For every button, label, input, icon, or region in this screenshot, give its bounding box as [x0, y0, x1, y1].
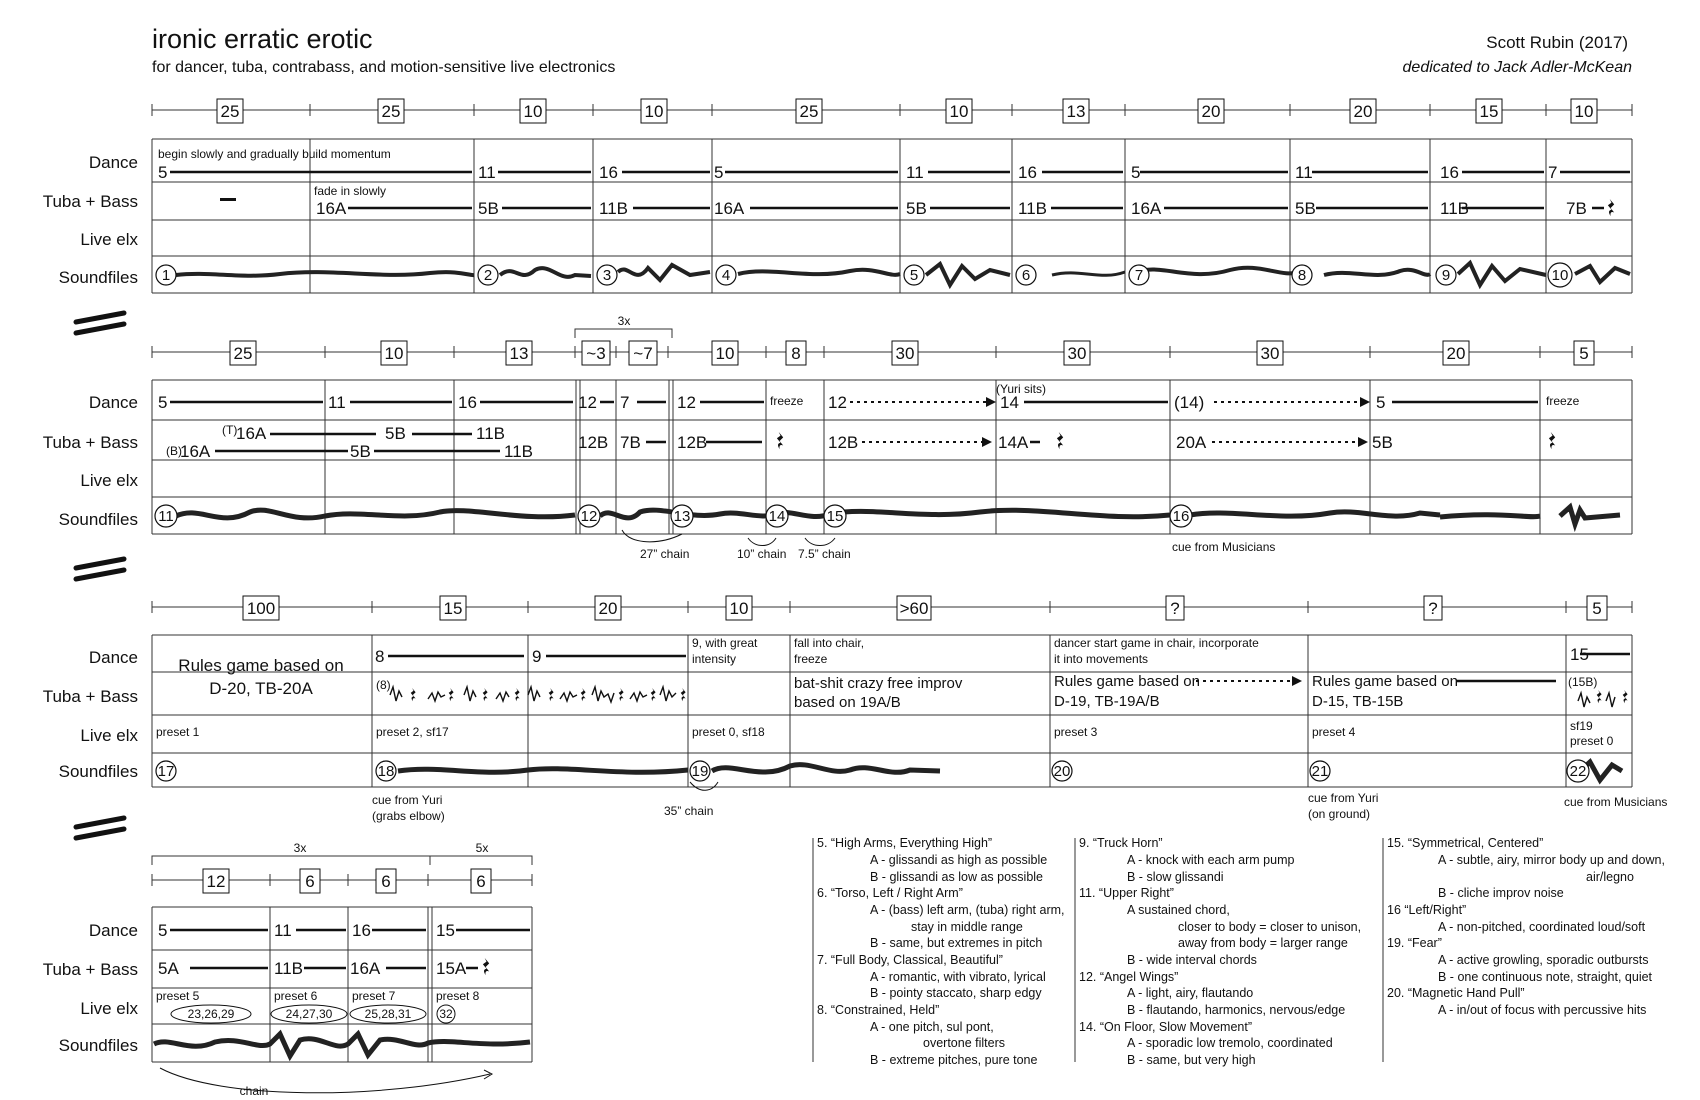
duration-box: 100: [246, 599, 276, 618]
rest-icon: [411, 688, 416, 701]
row-label-live-elx: Live elx: [80, 471, 138, 490]
legend-line: stay in middle range: [911, 920, 1023, 934]
duration-box: 25: [233, 344, 253, 363]
duration-box: 25: [381, 102, 401, 121]
preset-numbers: 25,28,31: [364, 1007, 412, 1021]
waveform: [154, 1034, 530, 1056]
system-4-live-elx: [156, 989, 480, 1023]
system-2-tuba-bass: [166, 423, 1555, 461]
rest-icon: [1597, 690, 1602, 703]
rest-icon: [449, 688, 454, 701]
tuba-bass-marker: (B): [166, 444, 182, 458]
system-1-soundfiles: [156, 263, 1630, 287]
legend-line: B - one continuous note, straight, quiet: [1438, 970, 1653, 984]
system-4-soundfiles: [154, 1034, 530, 1098]
rest-icon: [1549, 432, 1555, 449]
legend-line: B - same, but extremes in pitch: [870, 936, 1043, 950]
system-4-tuba-bass: [158, 958, 489, 978]
legend-heading: 5. “High Arms, Everything High”: [817, 836, 993, 850]
duration-box: ~3: [586, 344, 606, 363]
legend-heading: 8. “Constrained, Held”: [817, 1003, 940, 1017]
tuba-bass-cue: 5B: [350, 442, 371, 461]
duration-box: 20: [1446, 344, 1466, 363]
row-label-soundfiles: Soundfiles: [58, 510, 138, 529]
legend-line: B - glissandi as low as possible: [870, 870, 1043, 884]
system-4-dance: [158, 921, 530, 940]
row-label-soundfiles: Soundfiles: [58, 268, 138, 287]
legend-line: B - wide interval chords: [1127, 953, 1257, 967]
dance-cue: 5: [158, 163, 168, 182]
system-break-mark: [76, 559, 124, 579]
rest-icon: [1057, 432, 1063, 449]
system-2-labels: [43, 393, 139, 529]
chain-arrow: [805, 538, 835, 546]
dance-cue: 5: [1131, 163, 1141, 182]
row-label-tuba-bass: Tuba + Bass: [42, 687, 138, 706]
system-3-live-elx: [156, 719, 1614, 748]
system-1-tuba-bass: [220, 184, 1614, 218]
duration-box: 25: [220, 102, 240, 121]
soundfile-number: 13: [673, 508, 691, 525]
duration-box: 10: [644, 102, 664, 121]
rest-icon: [681, 688, 686, 701]
system-3-labels: [43, 648, 139, 781]
tuba-bass-cue: 15A: [436, 959, 467, 978]
dance-note: it into movements: [1054, 652, 1149, 666]
dance-cue: 15: [436, 921, 455, 940]
preset-label: preset 4: [1312, 725, 1356, 739]
soundfile-number: 8: [1297, 267, 1307, 284]
row-label-dance: Dance: [88, 393, 138, 412]
tuba-bass-cue: 5B: [385, 424, 406, 443]
tuba-bass-note: D-15, TB-15B: [1312, 693, 1404, 710]
duration-box: 30: [1260, 344, 1280, 363]
duration-box: 8: [791, 344, 801, 363]
system-3-tuba-bass: [376, 673, 1628, 711]
preset-label: preset 6: [274, 989, 318, 1003]
row-label-live-elx: Live elx: [80, 230, 138, 249]
dance-cue: 7: [620, 393, 630, 412]
tuba-bass-note: D-19, TB-19A/B: [1054, 693, 1160, 710]
dance-cue: 11: [1295, 163, 1313, 182]
row-label-live-elx: Live elx: [80, 726, 138, 745]
soundfile-number: 17: [157, 763, 175, 780]
system-2-durations: [230, 341, 1594, 365]
duration-box: 30: [1067, 344, 1087, 363]
chain-label: 35” chain: [664, 804, 714, 818]
tuba-bass-cue: 11B: [274, 959, 303, 978]
legend-column-1: [817, 836, 1065, 1067]
preset-numbers: 24,27,30: [285, 1007, 333, 1021]
rest-icon: [651, 688, 656, 701]
duration-box: ?: [1170, 599, 1180, 618]
tuba-bass-cue: 12B: [677, 433, 708, 452]
rest-bar: [220, 198, 236, 201]
soundfile-number: 21: [1311, 763, 1329, 780]
dance-note: intensity: [692, 652, 737, 666]
duration-box: 10: [949, 102, 969, 121]
legend-line: A - knock with each arm pump: [1127, 853, 1295, 867]
rules-game-text: Rules game based on: [178, 656, 344, 675]
duration-box: ?: [1428, 599, 1438, 618]
cue-label: cue from Musicians: [1564, 795, 1668, 809]
soundfile-number: 6: [1021, 267, 1031, 284]
preset-label: sf19: [1570, 719, 1593, 733]
legend-line: A - non-pitched, coordinated loud/soft: [1438, 920, 1646, 934]
legend-heading: 11. “Upper Right”: [1079, 886, 1174, 900]
system-break-mark: [76, 313, 124, 333]
duration-box: 20: [1201, 102, 1221, 121]
dance-cue: 11: [906, 163, 924, 182]
row-label-dance: Dance: [88, 153, 138, 172]
dance-cue: 11: [328, 393, 346, 412]
dance-cue: 8: [375, 647, 385, 666]
legend-line: A - one pitch, sul pont,: [870, 1020, 994, 1034]
legend-line: A - in/out of focus with percussive hits: [1438, 1003, 1647, 1017]
repeat-count: 5x: [475, 841, 489, 855]
rest-icon: [619, 688, 624, 701]
dance-cue: 16: [1440, 163, 1459, 182]
rest-icon: [1623, 690, 1628, 703]
rest-icon: [581, 688, 586, 701]
dance-note: fall into chair,: [794, 636, 865, 650]
dance-cue: 11: [274, 921, 292, 940]
tuba-bass-cue: 16A: [236, 424, 267, 443]
tuba-bass-cue: 12B: [828, 433, 859, 452]
row-label-dance: Dance: [88, 921, 138, 940]
soundfile-number: 15: [826, 508, 844, 525]
duration-box: 20: [598, 599, 618, 618]
dance-cue: 12: [828, 393, 847, 412]
duration-box: 10: [729, 599, 749, 618]
dance-cue: 16: [599, 163, 618, 182]
duration-box: 5: [1592, 599, 1602, 618]
tuba-bass-cue: 16A: [1131, 199, 1162, 218]
rest-icon: [549, 688, 554, 701]
soundfile-number: 19: [691, 763, 709, 780]
tuba-bass-cue: 20A: [1176, 433, 1207, 452]
dance-cue: 5: [714, 163, 724, 182]
legend-heading: 7. “Full Body, Classical, Beautiful”: [817, 953, 1003, 967]
system-1-labels: [43, 153, 139, 287]
duration-box: 10: [523, 102, 543, 121]
dance-cue: 15: [1570, 645, 1589, 664]
row-label-tuba-bass: Tuba + Bass: [42, 192, 138, 211]
cue-label: (on ground): [1308, 807, 1371, 821]
tuba-bass-cue: 5B: [906, 199, 927, 218]
tuba-bass-cue: 5B: [1372, 433, 1393, 452]
duration-box: >60: [899, 599, 929, 618]
soundfile-number: 14: [768, 508, 786, 525]
tuba-bass-note: Rules game based on: [1312, 673, 1458, 690]
legend-heading: 9. “Truck Horn”: [1079, 836, 1163, 850]
tuba-bass-cue: 5B: [1295, 199, 1316, 218]
legend-heading: 6. “Torso, Left / Right Arm”: [817, 886, 963, 900]
cue-label: cue from Yuri: [372, 793, 443, 807]
duration-box: ~7: [633, 344, 653, 363]
waveform: [398, 762, 1622, 780]
preset-label: preset 1: [156, 725, 200, 739]
system-4-durations: [203, 869, 491, 893]
legend-heading: 12. “Angel Wings”: [1079, 970, 1179, 984]
legend-line: A - glissandi as high as possible: [870, 853, 1048, 867]
dance-cue: 11: [478, 163, 496, 182]
dance-cue: freeze: [770, 394, 804, 408]
dance-cue: 12: [578, 393, 597, 412]
system-break-mark: [76, 818, 124, 838]
dance-cue: 5: [158, 921, 168, 940]
waveform: [176, 263, 1630, 285]
duration-box: 25: [799, 102, 819, 121]
tuba-bass-cue: 12B: [578, 433, 609, 452]
legend-column-3: [1387, 836, 1665, 1017]
legend-line: B - flautando, harmonics, nervous/edge: [1127, 1003, 1346, 1017]
duration-box: 30: [895, 344, 915, 363]
composer: Scott Rubin (2017): [1486, 33, 1628, 52]
tuba-bass-cue: 16A: [316, 199, 347, 218]
preset-label: preset 3: [1054, 725, 1098, 739]
soundfile-number: 3: [602, 267, 612, 284]
squiggle-notation: [1578, 693, 1615, 707]
dance-cue: 5: [158, 393, 168, 412]
tuba-bass-cue: 11B: [1018, 199, 1047, 218]
tuba-bass-cue: 11B: [599, 199, 628, 218]
dance-cue: 7: [1548, 163, 1558, 182]
tuba-bass-cue: 14A: [998, 433, 1029, 452]
legend-line: A - sporadic low tremolo, coordinated: [1127, 1036, 1333, 1050]
dance-cue: freeze: [1546, 394, 1580, 408]
dance-cue: 16: [1018, 163, 1037, 182]
tuba-bass-cue: 16A: [180, 442, 211, 461]
system-4-labels: [43, 921, 139, 1055]
legend-line: closer to body = closer to unison,: [1178, 920, 1362, 934]
duration-box: 5: [1579, 344, 1589, 363]
row-label-dance: Dance: [88, 648, 138, 667]
duration-box: 13: [509, 344, 529, 363]
rest-icon: [515, 688, 520, 701]
system-3-durations: [243, 596, 1607, 620]
soundfile-number: 12: [580, 508, 598, 525]
preset-label: preset 5: [156, 989, 200, 1003]
legend-heading: 19. “Fear”: [1387, 936, 1442, 950]
legend-line: B - pointy staccato, sharp edgy: [870, 986, 1042, 1000]
tuba-bass-cue: 16A: [350, 959, 381, 978]
legend-line: B - slow glissandi: [1127, 870, 1224, 884]
title: ironic erratic erotic: [152, 24, 373, 54]
system-1-dance: [158, 147, 1630, 182]
cue-label: cue from Musicians: [1172, 540, 1276, 554]
system-2-soundfiles: [155, 505, 1620, 561]
duration-box: 12: [206, 872, 226, 891]
rest-icon: [1608, 199, 1614, 216]
soundfile-number: 2: [483, 267, 493, 284]
soundfile-number: 10: [1551, 267, 1569, 284]
legend-heading: 16 “Left/Right”: [1387, 903, 1467, 917]
row-label-tuba-bass: Tuba + Bass: [42, 433, 138, 452]
tuba-bass-cue: 16A: [714, 199, 745, 218]
tuba-bass-marker: (15B): [1568, 675, 1598, 689]
system-1-durations: [217, 99, 1597, 123]
performance-note: begin slowly and gradually build momentum: [158, 147, 391, 161]
soundfile-number: 16: [1172, 508, 1190, 525]
cue-label: (grabs elbow): [372, 809, 445, 823]
waveform: [1052, 272, 1125, 275]
legend-line: A - subtle, airy, mirror body up and down,: [1438, 853, 1665, 867]
squiggle-notation: [390, 687, 676, 702]
duration-box: 20: [1353, 102, 1373, 121]
preset-label: preset 7: [352, 989, 396, 1003]
legend-line: A - active growling, sporadic outbursts: [1438, 953, 1649, 967]
dance-cue: 14: [1000, 393, 1019, 412]
legend-line: away from body = larger range: [1178, 936, 1348, 950]
dance-note: 9, with great: [692, 636, 758, 650]
duration-box: 13: [1066, 102, 1086, 121]
system-1: [152, 104, 1632, 293]
dance-cue: 16: [352, 921, 371, 940]
soundfile-number: 4: [721, 267, 731, 284]
legend-column-2: [1079, 836, 1361, 1067]
duration-box: 6: [381, 872, 391, 891]
system-2-dance: [158, 382, 1580, 412]
row-label-live-elx: Live elx: [80, 999, 138, 1018]
dance-note: freeze: [794, 652, 828, 666]
duration-box: 15: [443, 599, 463, 618]
tuba-bass-cue: 5A: [158, 959, 179, 978]
tuba-bass-cue: 7B: [1566, 199, 1587, 218]
soundfile-number: 11: [158, 508, 174, 525]
chain-label: 27” chain: [640, 547, 690, 561]
preset-label: preset 0: [1570, 734, 1614, 748]
preset-label: preset 8: [436, 989, 480, 1003]
duration-box: 6: [476, 872, 486, 891]
soundfile-number: 7: [1134, 267, 1144, 284]
tuba-bass-note: based on 19A/B: [794, 694, 901, 711]
legend-line: B - extreme pitches, pure tone: [870, 1053, 1038, 1067]
tuba-bass-note: bat-shit crazy free improv: [794, 675, 963, 692]
chain-arrow: [748, 538, 776, 546]
tuba-bass-cue: 7B: [620, 433, 641, 452]
legend-line: air/legno: [1586, 870, 1634, 884]
tuba-bass-marker: (8): [376, 678, 391, 692]
soundfile-number: 22: [1569, 763, 1587, 780]
dedication: dedicated to Jack Adler-McKean: [1402, 59, 1632, 76]
legend-line: A sustained chord,: [1127, 903, 1230, 917]
dance-note: (Yuri sits): [996, 382, 1047, 396]
preset-label: preset 0, sf18: [692, 725, 765, 739]
tuba-bass-cue: 11B: [504, 442, 533, 461]
duration-box: 10: [384, 344, 404, 363]
performance-note: fade in slowly: [314, 184, 387, 198]
repeat-count: 3x: [617, 314, 631, 328]
duration-box: 10: [1574, 102, 1594, 121]
row-label-soundfiles: Soundfiles: [58, 762, 138, 781]
duration-box: 10: [715, 344, 735, 363]
soundfile-number: 9: [1441, 267, 1451, 284]
repeat-count: 3x: [293, 841, 307, 855]
legend-line: A - romantic, with vibrato, lyrical: [870, 970, 1046, 984]
dance-cue: 16: [458, 393, 477, 412]
dance-cue: 12: [677, 393, 696, 412]
duration-box: 6: [305, 872, 315, 891]
subtitle: for dancer, tuba, contrabass, and motion-sensitive live electronics: [152, 59, 616, 76]
preset-label: preset 2, sf17: [376, 725, 449, 739]
row-label-soundfiles: Soundfiles: [58, 1036, 138, 1055]
legend-heading: 15. “Symmetrical, Centered”: [1387, 836, 1544, 850]
dance-cue: (14): [1174, 393, 1205, 412]
legend-line: B - cliche improv noise: [1438, 886, 1564, 900]
legend-heading: 14. “On Floor, Slow Movement”: [1079, 1020, 1252, 1034]
soundfile-number: 1: [161, 267, 171, 284]
preset-numbers: 32: [439, 1007, 453, 1021]
tuba-bass-note: Rules game based on: [1054, 673, 1200, 690]
legend-line: A - (bass) left arm, (tuba) right arm,: [870, 903, 1065, 917]
tuba-bass-cue: 11B: [1440, 199, 1469, 218]
dance-cue: 9: [532, 647, 542, 666]
duration-box: 15: [1479, 102, 1499, 121]
waveform: [176, 507, 1620, 524]
chain-arrow: [160, 1068, 490, 1093]
preset-numbers: 23,26,29: [187, 1007, 235, 1021]
soundfile-number: 20: [1053, 763, 1071, 780]
dance-note: dancer start game in chair, incorporate: [1054, 636, 1259, 650]
system-3-soundfiles: [156, 760, 1667, 823]
cue-label: cue from Yuri: [1308, 791, 1379, 805]
chain-label: chain: [239, 1084, 269, 1098]
tuba-bass-cue: 5B: [478, 199, 499, 218]
soundfile-number: 5: [909, 267, 919, 284]
dance-cue: 5: [1376, 393, 1386, 412]
legend-line: B - same, but very high: [1127, 1053, 1256, 1067]
soundfile-number: 18: [377, 763, 395, 780]
legend-heading: 20. “Magnetic Hand Pull”: [1387, 986, 1525, 1000]
chain-label: 7.5” chain: [798, 547, 851, 561]
chain-label: 10” chain: [737, 547, 787, 561]
rest-icon: [483, 958, 489, 975]
rest-icon: [483, 688, 488, 701]
rest-icon: [777, 432, 783, 449]
legend-line: A - light, airy, flautando: [1127, 986, 1254, 1000]
rules-game-text: D-20, TB-20A: [209, 679, 313, 698]
chain-arrow: [690, 782, 718, 790]
legend: [813, 836, 1665, 1067]
row-label-tuba-bass: Tuba + Bass: [42, 960, 138, 979]
tuba-bass-marker: (T): [222, 423, 238, 437]
legend-line: overtone filters: [923, 1036, 1005, 1050]
tuba-bass-cue: 11B: [476, 424, 505, 443]
